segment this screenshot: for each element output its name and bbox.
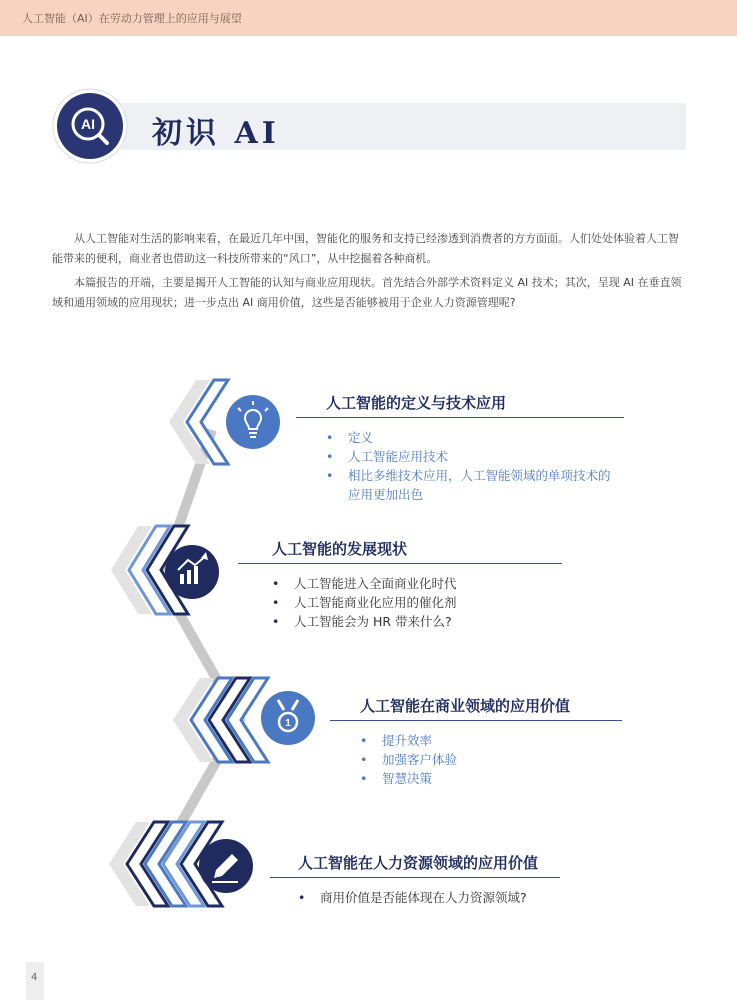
item-3-rule — [330, 720, 622, 721]
list-item: 应用更加出色 — [348, 487, 424, 502]
page-number: 4 — [31, 972, 38, 983]
list-item: • 加强客户体验 — [360, 750, 457, 769]
item-2-rule — [238, 563, 562, 564]
svg-text:1: 1 — [285, 718, 291, 729]
item-3-title: 人工智能在商业领域的应用价值 — [360, 697, 571, 715]
list-item: • 商用价值是否能体现在人力资源领域? — [298, 888, 527, 907]
pencil-icon — [199, 839, 253, 893]
item-4-bullets — [298, 888, 527, 907]
item-1-bullets — [326, 428, 611, 504]
lightbulb-icon — [226, 395, 280, 449]
item-2-title: 人工智能的发展现状 — [272, 540, 408, 558]
list-item: • 人工智能会为 HR 带来什么? — [272, 612, 457, 631]
list-item: • 相比多维技术应用，人工智能领域的单项技术的 — [326, 466, 611, 485]
timeline-spine — [160, 430, 240, 860]
item-4-title: 人工智能在人力资源领域的应用价值 — [298, 854, 539, 872]
ai-search-icon — [52, 88, 128, 164]
list-item: • 智慧决策 — [360, 769, 457, 788]
intro-paragraph-2: 本篇报告的开端，主要是揭开人工智能的认知与商业应用现状。首先结合外部学术资料定义 AI 技术；其次，呈现 AI 在垂直领域和通用领域的应用现状；进一步点出 AI 商用价值，这些是否能够被用于企业人力资源管理呢? — [52, 276, 682, 309]
list-item: • 人工智能进入全面商业化时代 — [272, 574, 457, 593]
medal-icon — [261, 691, 315, 745]
node-1-chevrons — [169, 380, 228, 464]
item-1-rule — [296, 417, 624, 418]
node-3-chevrons — [173, 678, 268, 762]
intro-paragraph-1: 从人工智能对生活的影响来看，在最近几年中国，智能化的服务和支持已经渗透到消费者的方方面面。人们处处体验着人工智能带来的便利，商业者也借助这一科技所带来的“风口”，从中挖掘着各种商机。 — [52, 232, 679, 265]
header-title: 人工智能（AI）在劳动力管理上的应用与展望 — [22, 12, 242, 25]
rising-chart-icon — [165, 545, 219, 599]
list-item: • 提升效率 — [360, 731, 457, 750]
item-1-title: 人工智能的定义与技术应用 — [326, 394, 507, 412]
item-4-rule — [270, 877, 560, 878]
ai-badge-text: AI — [81, 116, 95, 132]
header-bar — [0, 0, 737, 36]
list-item: • 人工智能应用技术 — [326, 447, 611, 466]
item-3-bullets — [360, 731, 457, 788]
list-item: • 定义 — [326, 428, 611, 447]
item-2-bullets — [272, 574, 457, 631]
section-title: 初识 AI — [152, 116, 280, 151]
list-item: • 人工智能商业化应用的催化剂 — [272, 593, 457, 612]
